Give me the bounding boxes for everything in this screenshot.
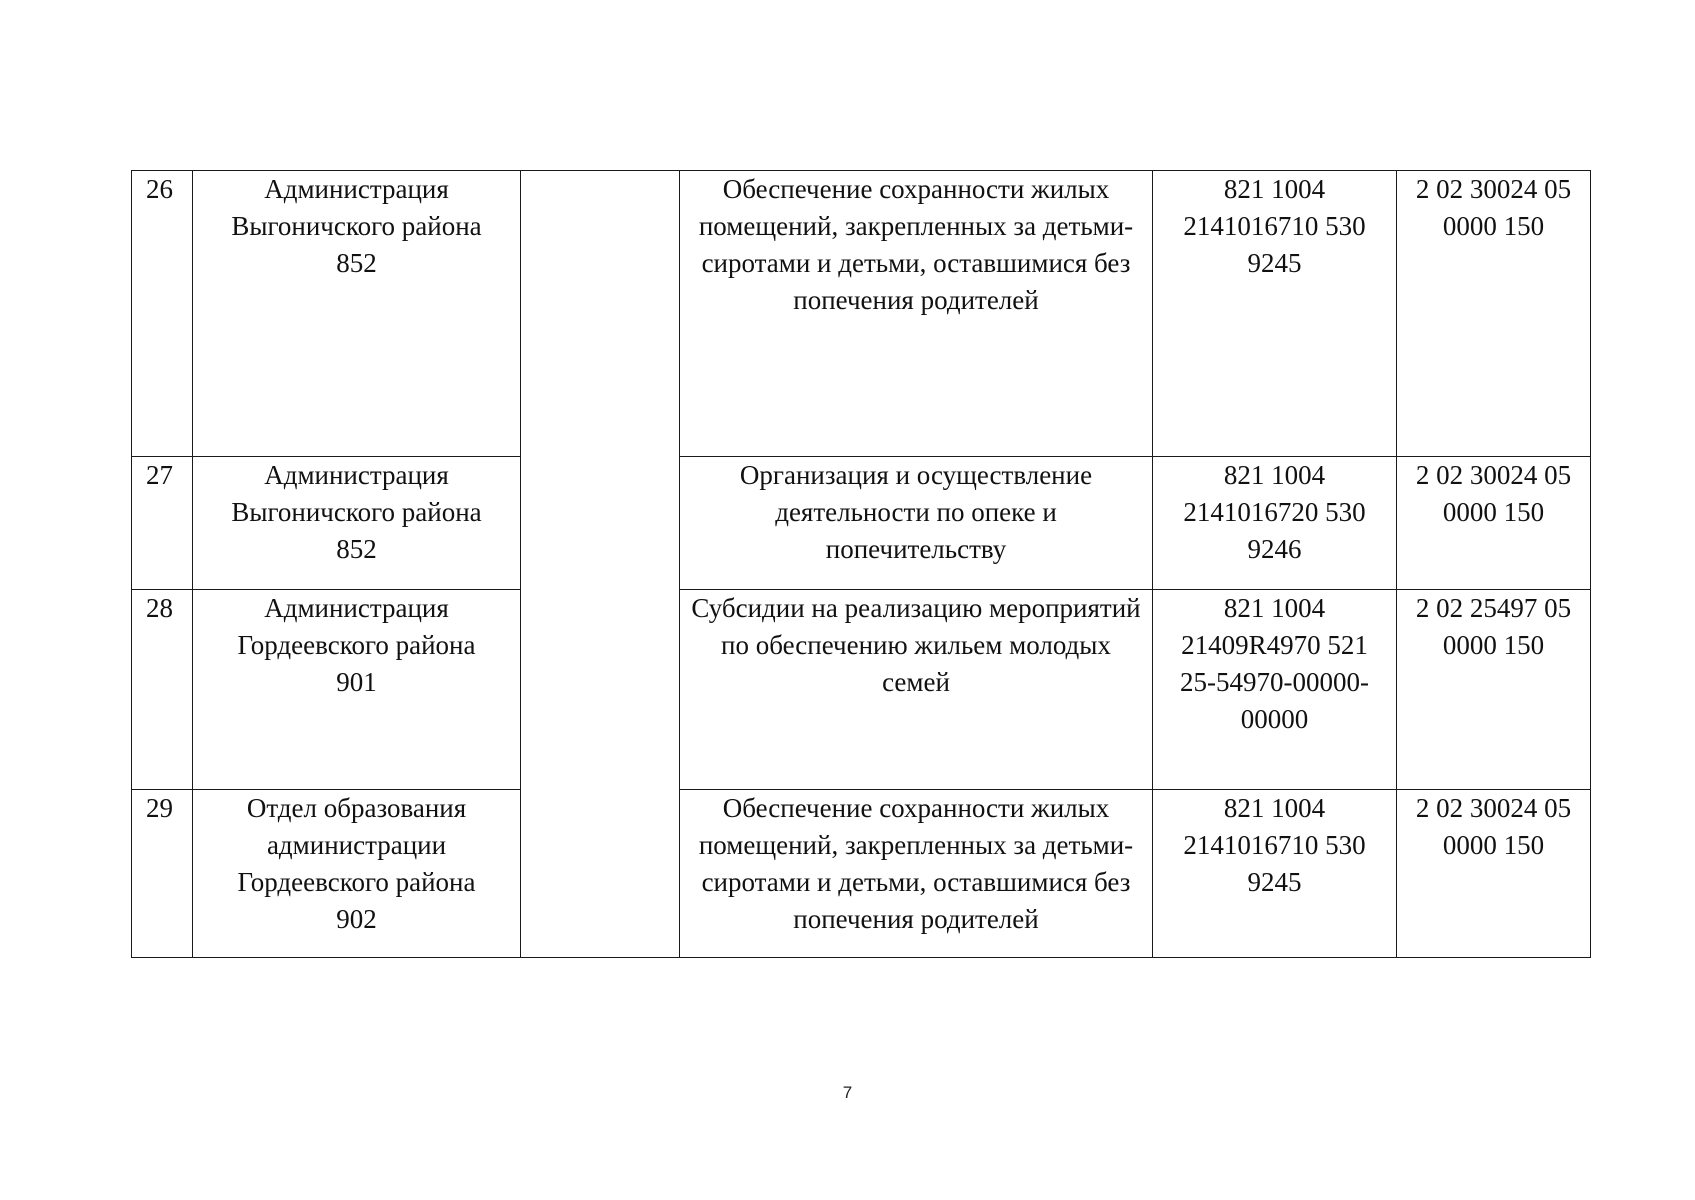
revenue-code-cell: 2 02 30024 05 0000 150 <box>1397 171 1591 457</box>
table-row <box>132 457 1591 590</box>
empty-merged-cell <box>521 171 680 958</box>
row-number-cell: 27 <box>132 457 193 590</box>
organization-cell: Администрация Гордеевского района 901 <box>193 590 521 790</box>
table-row <box>132 790 1591 958</box>
revenue-code-cell: 2 02 30024 05 0000 150 <box>1397 457 1591 590</box>
budget-code-cell: 821 1004 2141016710 530 9245 <box>1153 790 1397 958</box>
allocation-table <box>131 170 1591 958</box>
table-row <box>132 171 1591 457</box>
budget-code-cell: 821 1004 2141016710 530 9245 <box>1153 171 1397 457</box>
purpose-cell: Субсидии на реализацию мероприятий по обеспечению жильем молодых семей <box>680 590 1153 790</box>
purpose-cell: Организация и осуществление деятельности по опеке и попечительству <box>680 457 1153 590</box>
budget-code-cell: 821 1004 21409R4970 521 25-54970-00000- 00000 <box>1153 590 1397 790</box>
revenue-code-cell: 2 02 30024 05 0000 150 <box>1397 790 1591 958</box>
budget-code-cell: 821 1004 2141016720 530 9246 <box>1153 457 1397 590</box>
row-number-cell: 29 <box>132 790 193 958</box>
table-row <box>132 590 1591 790</box>
page-number: 7 <box>842 1083 853 1102</box>
row-number-cell: 28 <box>132 590 193 790</box>
revenue-code-cell: 2 02 25497 05 0000 150 <box>1397 590 1591 790</box>
purpose-cell: Обеспечение сохранности жилых помещений, закрепленных за детьми- сиротами и детьми, оставшимися без попечения родителей <box>680 171 1153 457</box>
purpose-cell: Обеспечение сохранности жилых помещений, закрепленных за детьми- сиротами и детьми, оставшимися без попечения родителей <box>680 790 1153 958</box>
row-number-cell: 26 <box>132 171 193 457</box>
organization-cell: Отдел образования администрации Гордеевского района 902 <box>193 790 521 958</box>
organization-cell: Администрация Выгоничского района 852 <box>193 171 521 457</box>
organization-cell: Администрация Выгоничского района 852 <box>193 457 521 590</box>
